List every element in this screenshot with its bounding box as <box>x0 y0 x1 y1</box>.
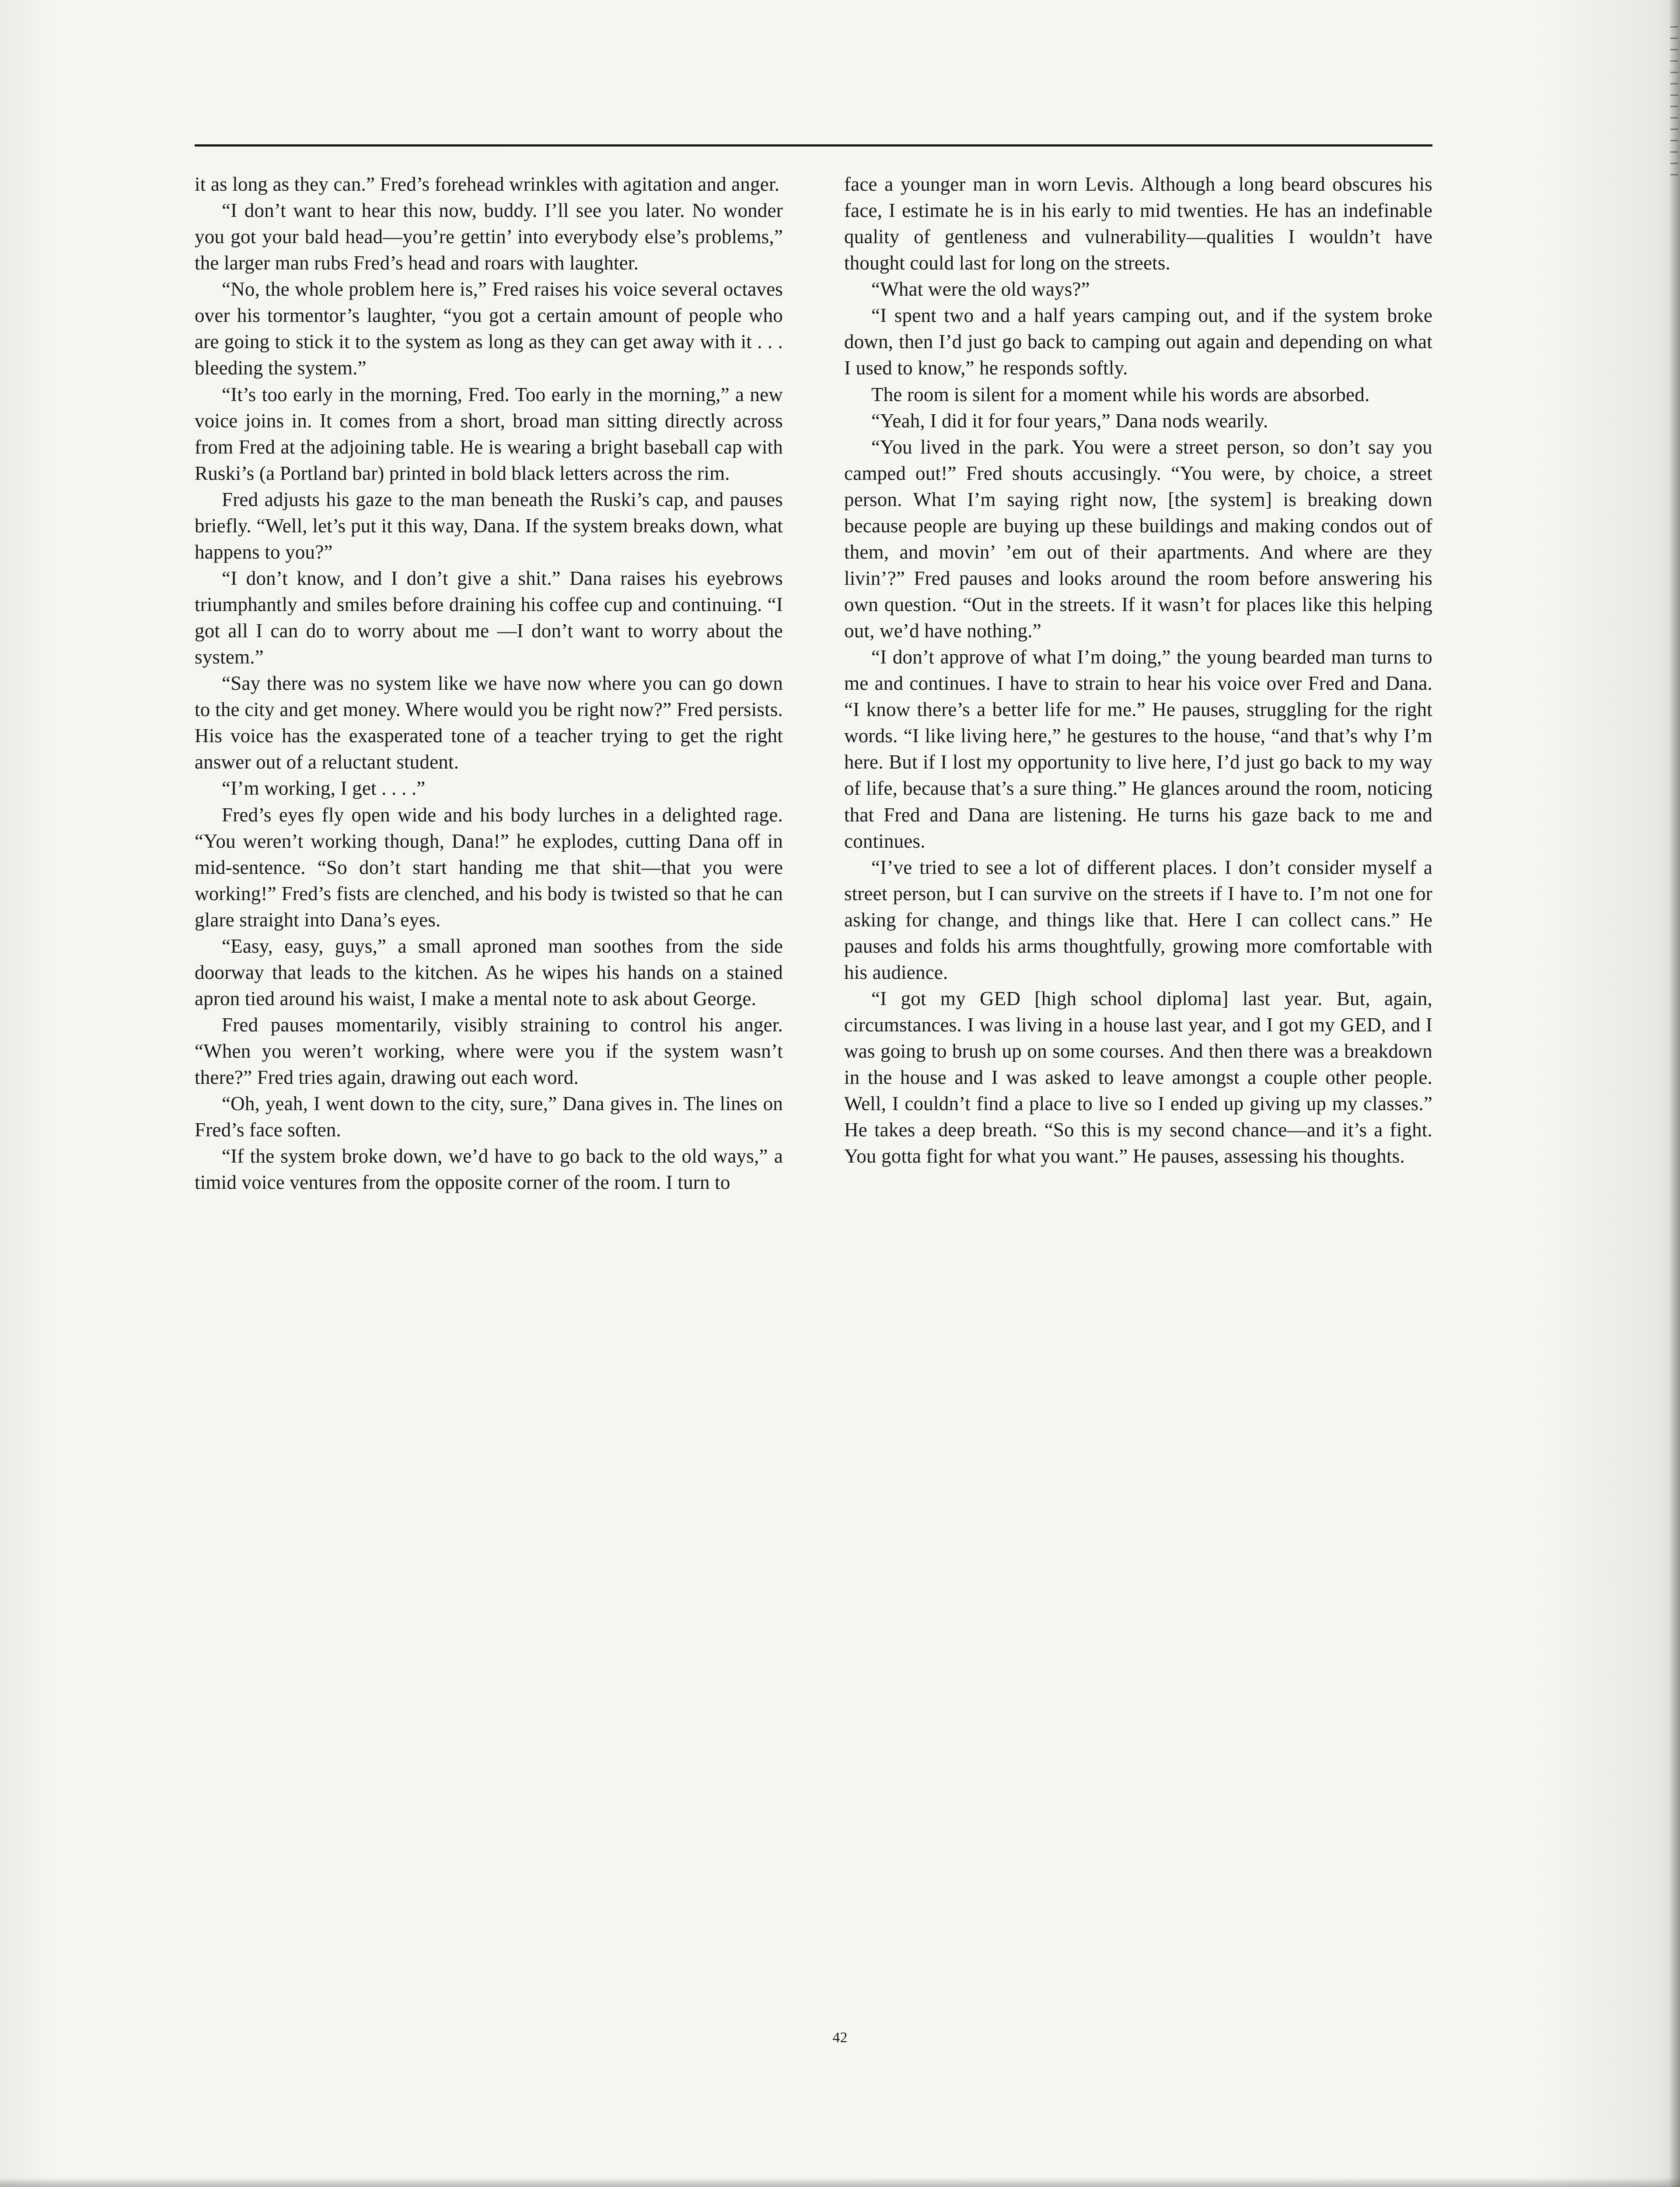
right-column <box>844 171 1432 1195</box>
paragraph: “I don’t know, and I don’t give a shit.” Dana raises his eyebrows triumphantly and smiles before draining his coffee cup and continuing. “I got all I can do to worry about me —I don’t want to worry about the system.” <box>195 567 783 668</box>
paragraph: “If the system broke down, we’d have to go back to the old ways,” a timid voice ventures from the opposite corner of the room. I turn to <box>195 1145 783 1194</box>
paragraph: “Oh, yeah, I went down to the city, sure,” Dana gives in. The lines on Fred’s face soften. <box>195 1093 783 1141</box>
header-rule <box>195 144 1432 147</box>
paragraph: “I’ve tried to see a lot of different places. I don’t consider myself a street person, but I can survive on the streets if I have to. I’m not one for asking for change, and things like that. Here I can collect cans.” He pauses and folds his arms thoughtfully, growing more comfortable with his audience. <box>844 856 1432 983</box>
paragraph: Fred pauses momentarily, visibly straining to control his anger. “When you weren’t working, where were you if the system wasn’t there?” Fred tries again, drawing out each word. <box>195 1014 783 1089</box>
paragraph: “I got my GED [high school diploma] last year. But, again, circumstances. I was living in a house last year, and I got my GED, and I was going to brush up on some courses. And then there was a breakdown in the house and I was asked to leave amongst a couple other people. Well, I couldn’t find a place to live so I ended up giving up my classes.” He takes a deep breath. “So this is my second chance—and it’s a fight. You gotta fight for what you want.” He pauses, assessing his thoughts. <box>844 987 1432 1167</box>
paragraph: face a younger man in worn Levis. Although a long beard obscures his face, I estimate he is in his early to mid twenties. He has an indefinable quality of gentleness and vulnerability—qualities I wouldn’t have thought could last for long on the streets. <box>844 173 1432 274</box>
paragraph: “I spent two and a half years camping out, and if the system broke down, then I’d just go back to camping out again and depending on what I used to know,” he responds softly. <box>844 304 1432 379</box>
page-edge-marks <box>1670 26 1678 184</box>
paragraph: “You lived in the park. You were a street person, so don’t say you camped out!” Fred shouts accusingly. “You were, by choice, a street person. What I’m saying right now, [the system] is breaking down because people are buying up these buildings and making condos out of them, and movin’ ’em out of their apartments. And where are they livin’?” Fred pauses and looks around the room before answering his own question. “Out in the streets. If it wasn’t for places like this helping out, we’d have nothing.” <box>844 436 1432 642</box>
two-column-text <box>195 171 1432 1195</box>
paragraph: “I’m working, I get . . . .” <box>222 777 426 800</box>
page-bottom-edge-shadow <box>0 2177 1680 2187</box>
paragraph: “Easy, easy, guys,” a small aproned man soothes from the side doorway that leads to the kitchen. As he wipes his hands on a stained apron tied around his waist, I make a mental note to ask about George. <box>195 935 783 1010</box>
paragraph: Fred’s eyes fly open wide and his body lurches in a delighted rage. “You weren’t working though, Dana!” he explodes, cutting Dana off in mid-sentence. “So don’t start handing me that shit—that you were working!” Fred’s fists are clenched, and his body is twisted so that he can glare straight into Dana’s eyes. <box>195 804 783 931</box>
paragraph: “I don’t want to hear this now, buddy. I’ll see you later. No wonder you got your bald head—you’re gettin’ into everybody else’s problems,” the larger man rubs Fred’s head and roars with laughter. <box>195 199 783 274</box>
left-column <box>195 171 783 1195</box>
paragraph: Fred adjusts his gaze to the man beneath the Ruski’s cap, and pauses briefly. “Well, let’s put it this way, Dana. If the system breaks down, what happens to you?” <box>195 488 783 563</box>
paragraph: “It’s too early in the morning, Fred. Too early in the morning,” a new voice joins in. It comes from a short, broad man sitting directly across from Fred at the adjoining table. He is wearing a bright baseball cap with Ruski’s (a Portland bar) printed in bold black letters across the rim. <box>195 383 783 484</box>
paragraph: it as long as they can.” Fred’s forehead wrinkles with agitation and anger. <box>195 173 780 195</box>
page-right-edge-shadow <box>1669 0 1680 2187</box>
paragraph: “Say there was no system like we have now where you can go down to the city and get money. Where would you be right now?” Fred persists. His voice has the exasperated tone of a teacher trying to get the right answer out of a reluctant student. <box>195 672 783 773</box>
paragraph: “What were the old ways?” <box>871 278 1090 300</box>
paragraph: “Yeah, I did it for four years,” Dana nods wearily. <box>871 409 1268 432</box>
paragraph: The room is silent for a moment while his words are absorbed. <box>871 383 1370 405</box>
paragraph: “I don’t approve of what I’m doing,” the young bearded man turns to me and continues. I have to strain to hear his voice over Fred and Dana. “I know there’s a better life for me.” He pauses, struggling for the right words. “I like living here,” he gestures to the house, “and that’s why I’m here. But if I lost my opportunity to live here, I’d just go back to my way of life, because that’s a sure thing.” He glances around the room, noticing that Fred and Dana are listening. He turns his gaze back to me and continues. <box>844 646 1432 852</box>
page-number: 42 <box>832 2030 848 2046</box>
paragraph: “No, the whole problem here is,” Fred raises his voice several octaves over his tormentor’s laughter, “you got a certain amount of people who are going to stick it to the system as long as they can get away with it . . . bleeding the system.” <box>195 278 783 379</box>
page-content <box>195 144 1432 1195</box>
